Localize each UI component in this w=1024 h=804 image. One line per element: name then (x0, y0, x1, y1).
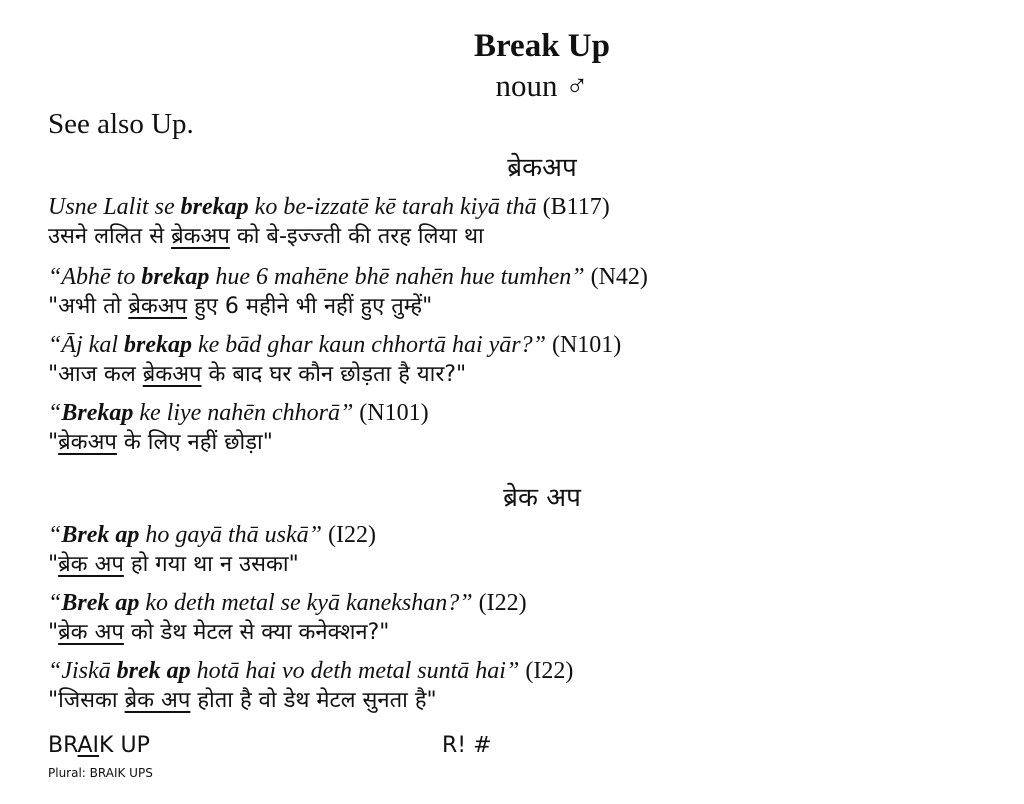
pronunciation-guide: BRAIK UP (48, 733, 150, 758)
example-transliteration: “Abhē to brekap hue 6 mahēne bhē nahēn hue tumhen” (N42) (48, 264, 648, 290)
example-block (48, 398, 1008, 458)
example-block (48, 656, 1008, 716)
example-block (48, 262, 1008, 322)
example-source: (N42) (584, 264, 648, 290)
example-block (48, 330, 1008, 390)
example-transliteration: “Brek ap ho gayā thā uskā” (I22) (48, 522, 377, 548)
example-hindi: उसने ललित से ब्रेकअप को बे-इज्ज्ती की तरह लिया था (48, 224, 484, 249)
example-transliteration: Usne Lalit se brekap ko be-izzatē kē tarah kiyā thā (B117) (48, 194, 610, 220)
example-hindi: "ब्रेक अप को डेथ मेटल से क्या कनेक्शन?" (48, 620, 390, 645)
example-hindi: "अभी तो ब्रेकअप हुए 6 महीने भी नहीं हुए तुम्हें" (48, 294, 433, 319)
example-block (48, 520, 1008, 580)
example-transliteration: “Brek ap ko deth metal se kyā kanekshan?” (I22) (48, 590, 527, 616)
example-source: (I22) (322, 522, 377, 548)
example-source: (I22) (472, 590, 527, 616)
example-transliteration: “Āj kal brekap ke bād ghar kaun chhortā hai yār?” (N101) (48, 332, 622, 358)
stressed-syllable: AI (77, 733, 100, 758)
example-hindi: "ब्रेक अप हो गया था न उसका" (48, 552, 299, 577)
example-hindi: "ब्रेकअप के लिए नहीं छोड़ा" (48, 430, 273, 455)
example-source: (N101) (353, 400, 429, 426)
example-block (48, 192, 1008, 252)
rating-symbols: R! # (442, 733, 492, 758)
example-hindi: "आज कल ब्रेकअप के बाद घर कौन छोड़ता है यार?" (48, 362, 467, 387)
section-heading-brek-ap: ब्रेक अप (503, 483, 581, 513)
example-transliteration: “Jiskā brek ap hotā hai vo deth metal suntā hai” (I22) (48, 658, 574, 684)
part-of-speech: noun ♂ (495, 68, 589, 103)
example-hindi: "जिसका ब्रेक अप होता है वो डेथ मेटल सुनता है" (48, 688, 437, 713)
example-source: (I22) (519, 658, 574, 684)
example-block (48, 588, 1008, 648)
example-source: (N101) (545, 332, 622, 358)
entry-title: Break Up (474, 28, 610, 64)
section-heading-brekap: ब्रेकअप (507, 153, 577, 183)
plural-form: Plural: BRAIK UPS (48, 766, 153, 780)
example-transliteration: “Brekap ke liye nahēn chhorā” (N101) (48, 400, 429, 426)
see-also-note: See also Up. (48, 108, 194, 140)
example-source: (B117) (536, 194, 610, 220)
